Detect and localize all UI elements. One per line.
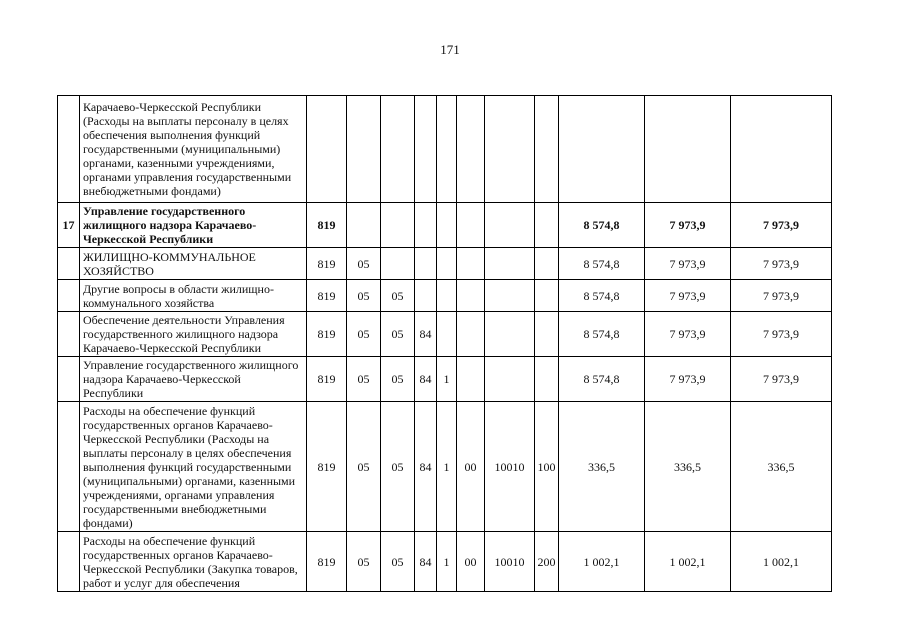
table-row — [58, 96, 832, 203]
code-expense: 10010 — [485, 532, 535, 592]
table-row — [58, 203, 832, 248]
code-direction — [457, 248, 485, 280]
code-vr: 200 — [535, 532, 559, 592]
code-subprogram — [437, 312, 457, 357]
table-row — [58, 402, 832, 532]
row-name: Расходы на обеспечение функций государственных органов Карачаево-Черкесской Республики (Закупка товаров, работ и услуг для обеспечения — [80, 532, 307, 592]
sum-year-3: 1 002,1 — [731, 532, 832, 592]
page-number: 171 — [440, 42, 460, 57]
table-row — [58, 532, 832, 592]
code-rz — [347, 203, 381, 248]
sum-year-1: 336,5 — [559, 402, 645, 532]
row-name: Управление государственного жилищного надзора Карачаево-Черкесской Республики — [80, 357, 307, 402]
code-program — [415, 203, 437, 248]
sum-year-3 — [731, 96, 832, 203]
code-expense — [485, 280, 535, 312]
sum-year-3: 7 973,9 — [731, 357, 832, 402]
table-row — [58, 248, 832, 280]
sum-year-2: 7 973,9 — [645, 280, 731, 312]
code-pr: 05 — [381, 357, 415, 402]
code-subprogram — [437, 280, 457, 312]
code-rz: 05 — [347, 357, 381, 402]
code-subprogram: 1 — [437, 357, 457, 402]
sum-year-1: 8 574,8 — [559, 280, 645, 312]
code-ved: 819 — [307, 312, 347, 357]
sum-year-1: 8 574,8 — [559, 357, 645, 402]
code-pr — [381, 248, 415, 280]
code-program: 84 — [415, 402, 437, 532]
code-ved: 819 — [307, 532, 347, 592]
code-vr — [535, 357, 559, 402]
table-body — [58, 96, 832, 592]
row-name: Карачаево-Черкесской Республики (Расходы на выплаты персоналу в целях обеспечения выполнения функций государственными (муниципальными) органами, казенными учреждениями, органами управления государственными внебюджетными фондами) — [80, 96, 307, 203]
sum-year-2: 7 973,9 — [645, 357, 731, 402]
code-rz: 05 — [347, 312, 381, 357]
code-pr — [381, 96, 415, 203]
code-subprogram — [437, 203, 457, 248]
code-direction — [457, 280, 485, 312]
code-program — [415, 280, 437, 312]
code-vr — [535, 280, 559, 312]
code-ved — [307, 96, 347, 203]
row-name: Обеспечение деятельности Управления государственного жилищного надзора Карачаево-Черкесской Республики — [80, 312, 307, 357]
code-vr — [535, 312, 559, 357]
code-vr — [535, 248, 559, 280]
code-direction: 00 — [457, 532, 485, 592]
code-ved: 819 — [307, 402, 347, 532]
code-vr — [535, 203, 559, 248]
code-ved: 819 — [307, 357, 347, 402]
row-name: Расходы на обеспечение функций государственных органов Карачаево-Черкесской Республики (Расходы на выплаты персоналу в целях обеспечения выполнения функций государственными (муниципальными) органами, казенными учреждениями, органами управления государственными внебюджетными фондами) — [80, 402, 307, 532]
code-program: 84 — [415, 312, 437, 357]
row-index: 17 — [58, 203, 80, 248]
sum-year-2: 7 973,9 — [645, 312, 731, 357]
code-vr: 100 — [535, 402, 559, 532]
sum-year-3: 7 973,9 — [731, 312, 832, 357]
sum-year-3: 336,5 — [731, 402, 832, 532]
code-pr: 05 — [381, 312, 415, 357]
row-name: Другие вопросы в области жилищно-коммунального хозяйства — [80, 280, 307, 312]
code-rz: 05 — [347, 280, 381, 312]
code-direction — [457, 357, 485, 402]
code-rz: 05 — [347, 532, 381, 592]
row-index — [58, 532, 80, 592]
sum-year-2: 1 002,1 — [645, 532, 731, 592]
code-expense — [485, 203, 535, 248]
sum-year-3: 7 973,9 — [731, 280, 832, 312]
code-rz: 05 — [347, 248, 381, 280]
row-index — [58, 357, 80, 402]
code-direction — [457, 203, 485, 248]
code-vr — [535, 96, 559, 203]
code-subprogram: 1 — [437, 532, 457, 592]
code-pr: 05 — [381, 402, 415, 532]
sum-year-2: 7 973,9 — [645, 248, 731, 280]
row-index — [58, 248, 80, 280]
sum-year-1: 1 002,1 — [559, 532, 645, 592]
row-name: ЖИЛИЩНО-КОММУНАЛЬНОЕ ХОЗЯЙСТВО — [80, 248, 307, 280]
code-expense — [485, 357, 535, 402]
row-index — [58, 96, 80, 203]
code-rz: 05 — [347, 402, 381, 532]
table-row — [58, 357, 832, 402]
code-ved: 819 — [307, 248, 347, 280]
row-index — [58, 312, 80, 357]
budget-table — [57, 95, 832, 592]
code-program — [415, 96, 437, 203]
sum-year-2: 7 973,9 — [645, 203, 731, 248]
sum-year-1: 8 574,8 — [559, 312, 645, 357]
sum-year-2 — [645, 96, 731, 203]
code-expense — [485, 248, 535, 280]
table-row — [58, 312, 832, 357]
code-ved: 819 — [307, 203, 347, 248]
row-index — [58, 280, 80, 312]
code-expense — [485, 312, 535, 357]
code-expense: 10010 — [485, 402, 535, 532]
code-pr — [381, 203, 415, 248]
code-pr: 05 — [381, 532, 415, 592]
sum-year-2: 336,5 — [645, 402, 731, 532]
row-index — [58, 402, 80, 532]
sum-year-3: 7 973,9 — [731, 248, 832, 280]
code-program — [415, 248, 437, 280]
sum-year-1 — [559, 96, 645, 203]
code-program: 84 — [415, 357, 437, 402]
sum-year-3: 7 973,9 — [731, 203, 832, 248]
row-name: Управление государственного жилищного надзора Карачаево-Черкесской Республики — [80, 203, 307, 248]
code-subprogram — [437, 96, 457, 203]
code-ved: 819 — [307, 280, 347, 312]
code-direction: 00 — [457, 402, 485, 532]
code-subprogram — [437, 248, 457, 280]
sum-year-1: 8 574,8 — [559, 203, 645, 248]
code-subprogram: 1 — [437, 402, 457, 532]
code-direction — [457, 96, 485, 203]
code-expense — [485, 96, 535, 203]
code-program: 84 — [415, 532, 437, 592]
code-direction — [457, 312, 485, 357]
sum-year-1: 8 574,8 — [559, 248, 645, 280]
table-row — [58, 280, 832, 312]
code-pr: 05 — [381, 280, 415, 312]
code-rz — [347, 96, 381, 203]
